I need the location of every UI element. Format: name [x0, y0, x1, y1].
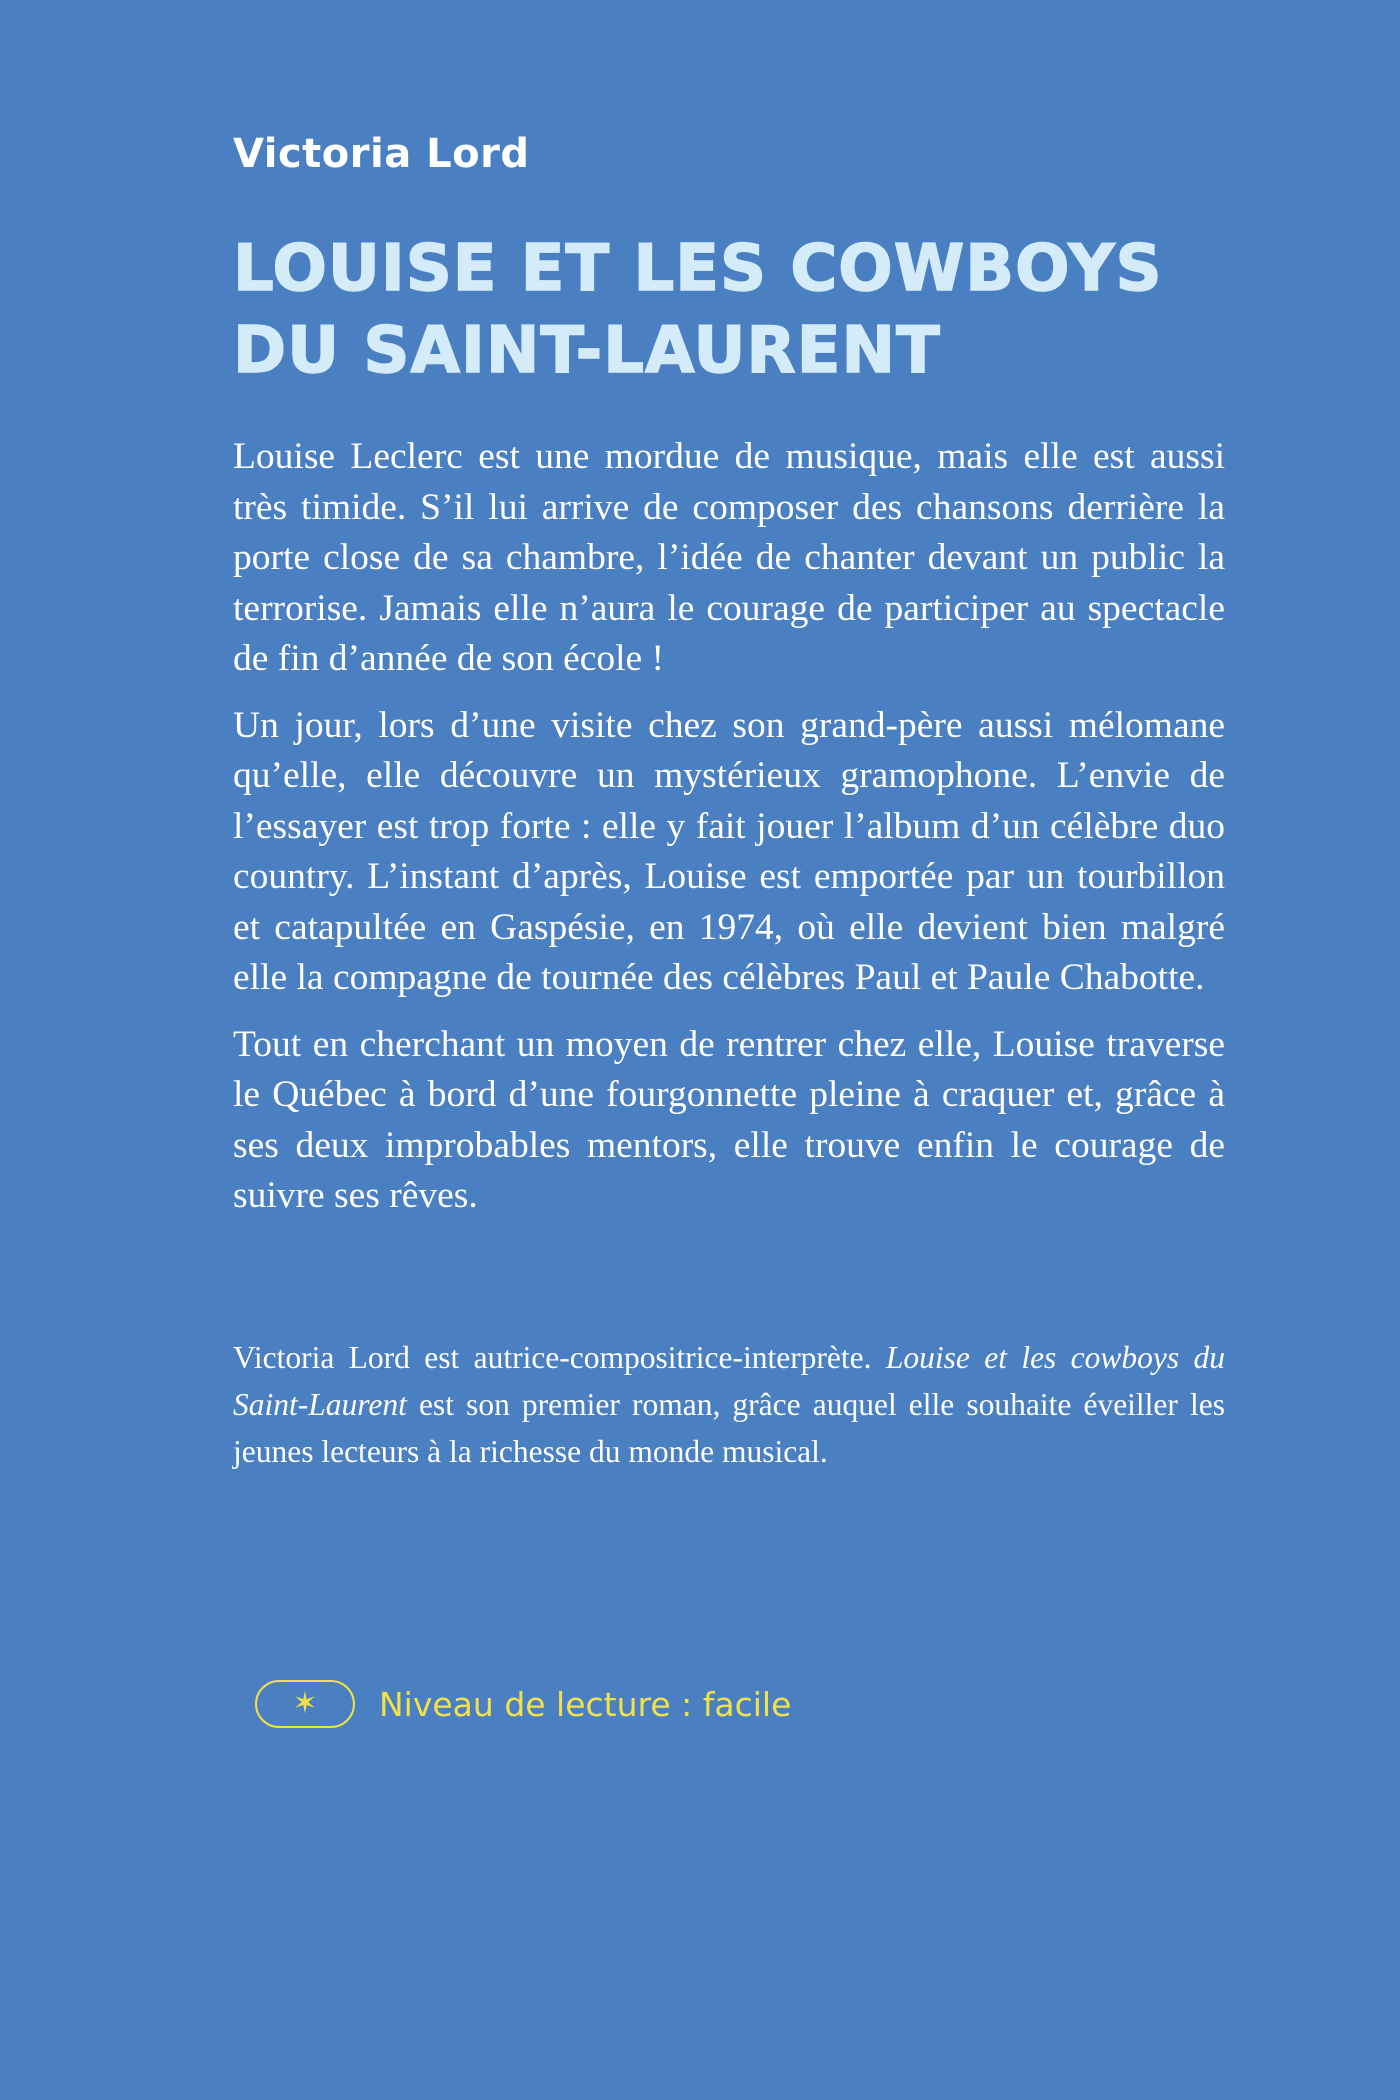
reading-level-label: Niveau de lecture : facile — [379, 1684, 792, 1724]
author-bio-book-title: Louise et les cowboys du Saint-Laurent — [233, 1340, 1225, 1422]
author-name: Victoria Lord — [233, 131, 530, 177]
reading-level — [255, 1680, 791, 1728]
synopsis-paragraph-2: Un jour, lors d’une visite chez son grand-père aussi mélomane qu’elle, elle découvre un mystérieux gramophone. L’envie de l’essayer est trop forte : elle y fait jouer l’album d’un célèbre duo country. L’instant d’après, Louise est emportée par un tourbillon et catapultée en Gaspésie, en 1974, où elle devient bien malgré elle la compagne de tournée des célèbres Paul et Paule Chabotte. — [233, 704, 1225, 998]
synopsis-paragraph-1: Louise Leclerc est une mordue de musique, mais elle est aussi très timide. S’il lui arrive de composer des chansons derrière la porte close de sa chambre, l’idée de chanter devant un public la terrorise. Jamais elle n’aura le courage de participer au spectacle de fin d’année de son école ! — [233, 436, 1225, 679]
author-bio — [233, 1334, 1225, 1475]
book-title-line-2: DU SAINT-LAURENT — [233, 314, 941, 388]
book-title-line-1: LOUISE ET LES COWBOYS — [233, 232, 1163, 306]
book-title — [233, 228, 1163, 392]
star-icon: ✶ — [255, 1680, 355, 1728]
synopsis — [233, 432, 1225, 1238]
synopsis-paragraph-3: Tout en cherchant un moyen de rentrer chez elle, Louise traverse le Québec à bord d’une fourgonnette pleine à craquer et, grâce à ses deux improbables mentors, elle trouve enfin le courage de suivre ses rêves. — [233, 1023, 1225, 1216]
author-bio-text-end: est son premier roman, grâce auquel elle souhaite éveiller les jeunes lecteurs à la richesse du monde musical. — [233, 1387, 1225, 1469]
author-bio-text: Victoria Lord est autrice-compositrice-interprète. — [233, 1340, 886, 1375]
